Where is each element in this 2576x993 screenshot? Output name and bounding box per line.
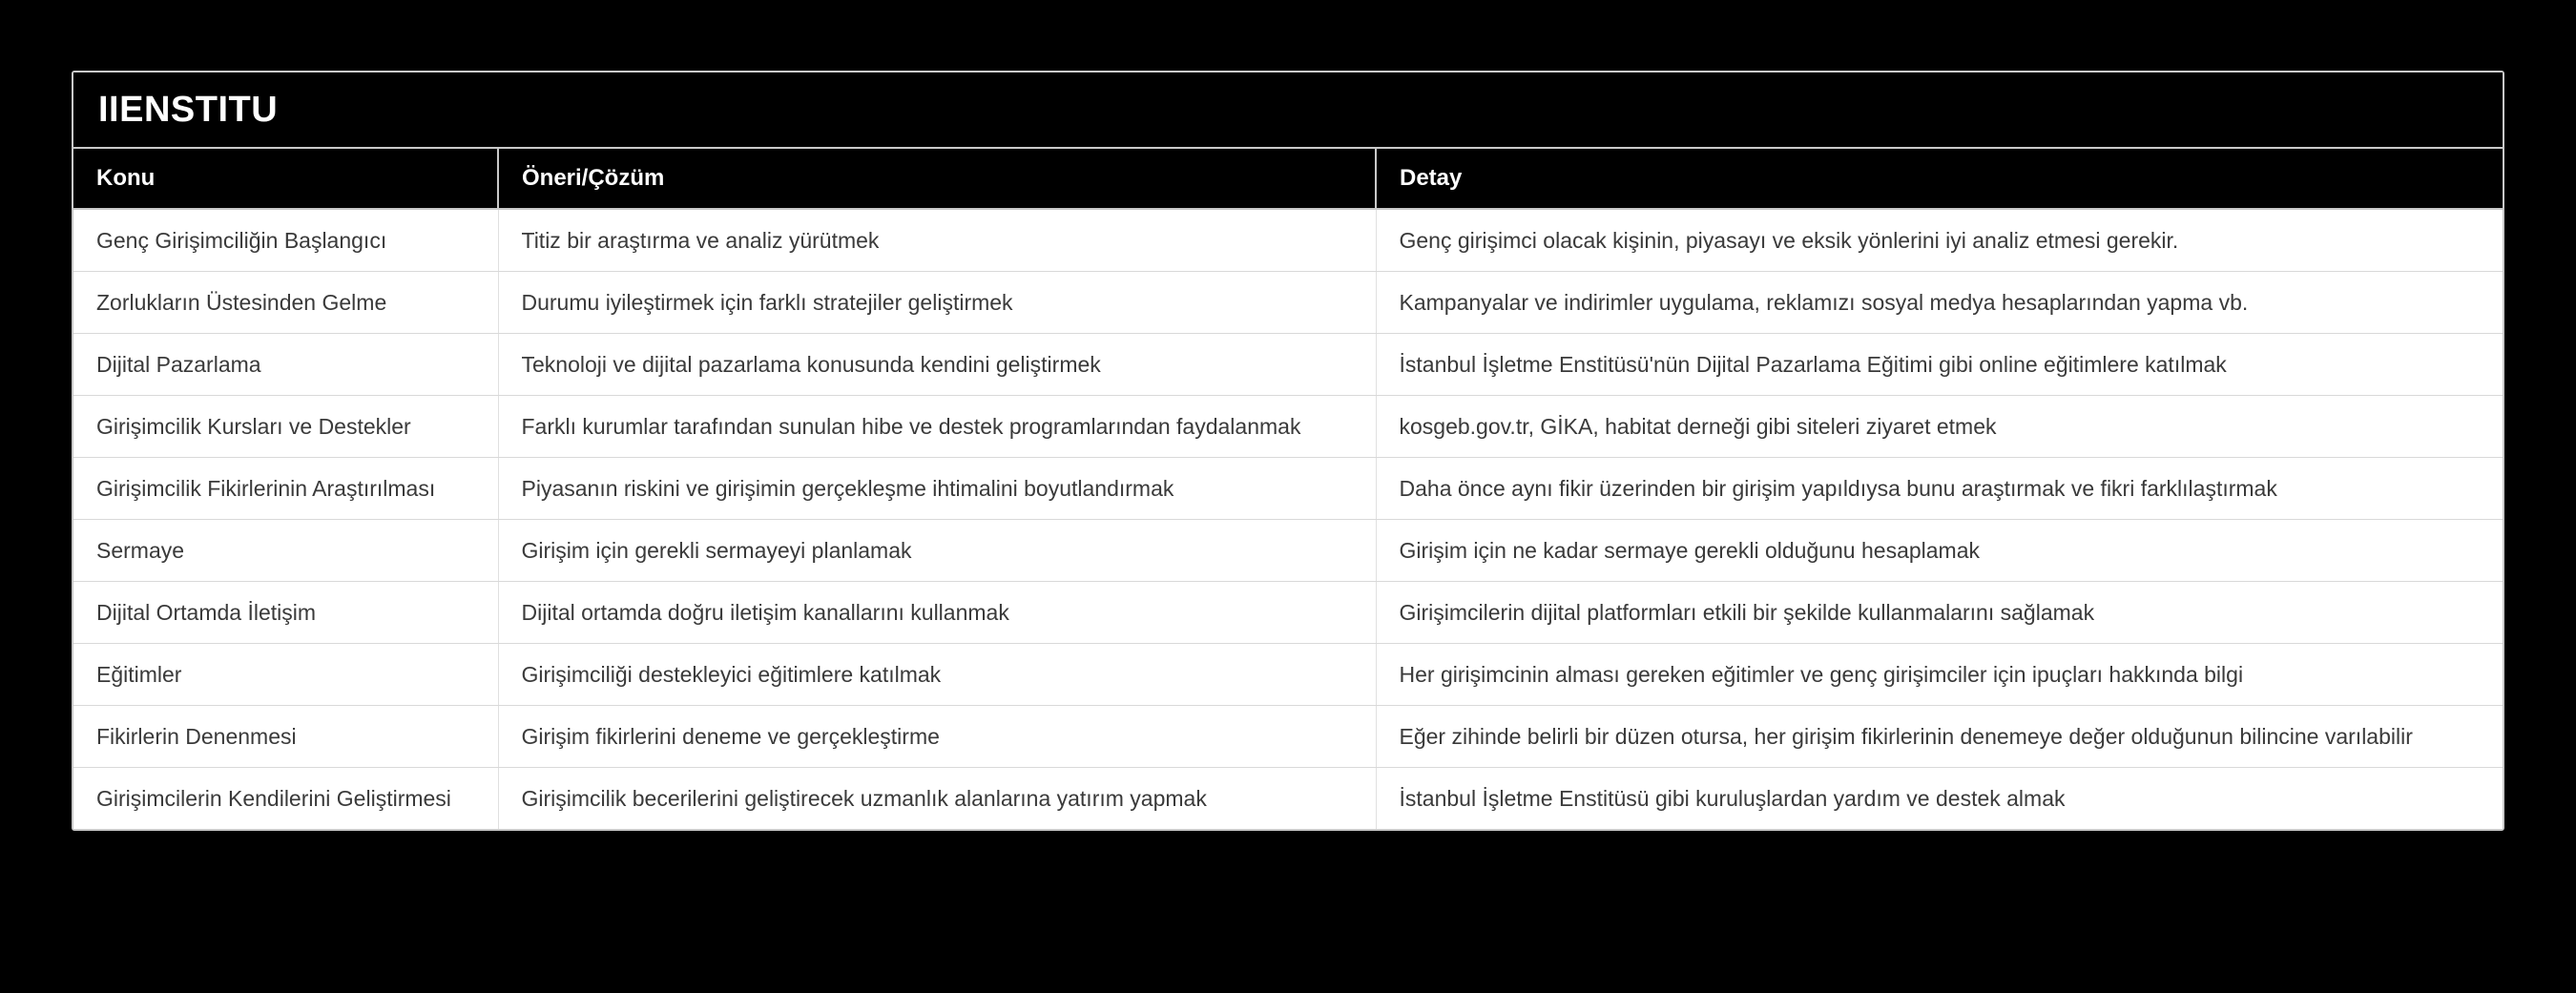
title-bar (73, 72, 2503, 149)
cell-konu: Fikirlerin Denenmesi (73, 706, 498, 768)
cell-oneri: Girişimcilik becerilerini geliştirecek uzmanlık alanlarına yatırım yapmak (498, 768, 1376, 830)
cell-konu: Dijital Ortamda İletişim (73, 582, 498, 644)
table-header (73, 149, 2503, 209)
table-row (73, 582, 2503, 644)
cell-oneri: Girişim için gerekli sermayeyi planlamak (498, 520, 1376, 582)
cell-oneri: Farklı kurumlar tarafından sunulan hibe ve destek programlarından faydalanmak (498, 396, 1376, 458)
iienstitu-table-card (72, 71, 2504, 831)
table-row (73, 209, 2503, 272)
cell-detay: Kampanyalar ve indirimler uygulama, reklamızı sosyal medya hesaplarından yapma vb. (1376, 272, 2503, 334)
cell-detay: İstanbul İşletme Enstitüsü gibi kuruluşlardan yardım ve destek almak (1376, 768, 2503, 830)
table-row (73, 458, 2503, 520)
cell-konu: Girişimcilik Fikirlerinin Araştırılması (73, 458, 498, 520)
cell-oneri: Titiz bir araştırma ve analiz yürütmek (498, 209, 1376, 272)
cell-detay: Genç girişimci olacak kişinin, piyasayı ve eksik yönlerini iyi analiz etmesi gerekir. (1376, 209, 2503, 272)
table-body (73, 209, 2503, 829)
table-row (73, 396, 2503, 458)
cell-detay: Girişim için ne kadar sermaye gerekli olduğunu hesaplamak (1376, 520, 2503, 582)
cell-detay: Eğer zihinde belirli bir düzen otursa, her girişim fikirlerinin denemeye değer olduğunun bilincine varılabilir (1376, 706, 2503, 768)
table-row (73, 334, 2503, 396)
table-row (73, 644, 2503, 706)
cell-oneri: Durumu iyileştirmek için farklı stratejiler geliştirmek (498, 272, 1376, 334)
cell-detay: Daha önce aynı fikir üzerinden bir girişim yapıldıysa bunu araştırmak ve fikri farklılaştırmak (1376, 458, 2503, 520)
cell-oneri: Girişim fikirlerini deneme ve gerçekleştirme (498, 706, 1376, 768)
table-row (73, 768, 2503, 830)
cell-oneri: Piyasanın riskini ve girişimin gerçekleşme ihtimalini boyutlandırmak (498, 458, 1376, 520)
table-row (73, 520, 2503, 582)
header-row (73, 149, 2503, 209)
cell-konu: Girişimcilerin Kendilerini Geliştirmesi (73, 768, 498, 830)
cell-detay: Her girişimcinin alması gereken eğitimler ve genç girişimciler için ipuçları hakkında bilgi (1376, 644, 2503, 706)
cell-detay: İstanbul İşletme Enstitüsü'nün Dijital Pazarlama Eğitimi gibi online eğitimlere katılmak (1376, 334, 2503, 396)
cell-konu: Sermaye (73, 520, 498, 582)
cell-detay: Girişimcilerin dijital platformları etkili bir şekilde kullanmalarını sağlamak (1376, 582, 2503, 644)
cell-oneri: Teknoloji ve dijital pazarlama konusunda kendini geliştirmek (498, 334, 1376, 396)
cell-konu: Eğitimler (73, 644, 498, 706)
table-row (73, 706, 2503, 768)
cell-konu: Zorlukların Üstesinden Gelme (73, 272, 498, 334)
cell-oneri: Girişimciliği destekleyici eğitimlere katılmak (498, 644, 1376, 706)
column-header-detay: Detay (1376, 149, 2503, 209)
cell-detay: kosgeb.gov.tr, GİKA, habitat derneği gibi siteleri ziyaret etmek (1376, 396, 2503, 458)
cell-konu: Dijital Pazarlama (73, 334, 498, 396)
cell-konu: Girişimcilik Kursları ve Destekler (73, 396, 498, 458)
column-header-oneri: Öneri/Çözüm (498, 149, 1376, 209)
cell-konu: Genç Girişimciliğin Başlangıcı (73, 209, 498, 272)
table-row (73, 272, 2503, 334)
column-header-konu: Konu (73, 149, 498, 209)
cell-oneri: Dijital ortamda doğru iletişim kanallarını kullanmak (498, 582, 1376, 644)
topics-table (73, 149, 2503, 829)
brand-title: IIENSTITU (98, 89, 279, 130)
